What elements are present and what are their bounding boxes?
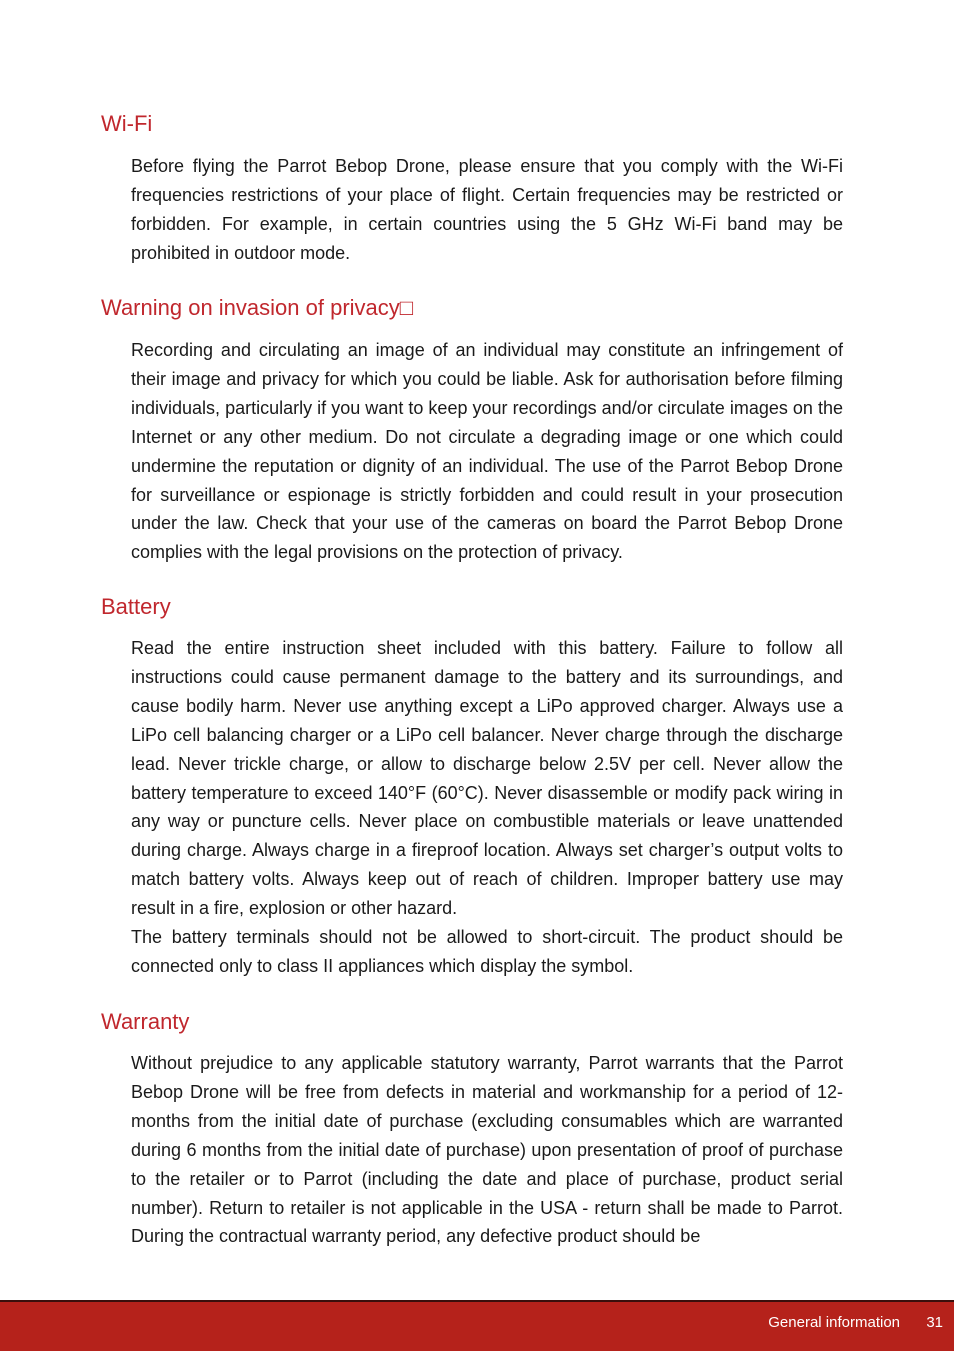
privacy-paragraph: Recording and circulating an image of an individual may constitute an infringement of their image and privacy for which you could be liable. Ask for authorisation before filming individuals, particularly if you want to keep your recordings and/or circulate images on the Internet or any other medium. Do not circulate a degrading image or one which could undermine the reputation or dignity of an individual. The use of the Parrot Bebop Drone for surveillance or espionage is strictly forbidden and could result in your prosecution under the law. Check that your use of the cameras on board the Parrot Bebop Drone complies with the legal provisions on the protection of privacy. xyxy=(131,340,843,563)
section-title-warranty: Warranty xyxy=(101,1009,190,1034)
section-title-battery: Battery xyxy=(101,594,171,619)
battery-paragraph-1: Read the entire instruction sheet included with this battery. Failure to follow all instructions could cause permanent damage to the battery and its surroundings, and cause bodily harm. Never use anything except a LiPo approved charger. Always use a LiPo cell balancing charger or a LiPo cell balancer. Never charge through the discharge lead. Never trickle charge, or allow to discharge below 2.5V per cell. Never allow the battery temperature to exceed 140°F (60°C). Never disassemble or modify pack wiring in any way or puncture cells. Never place on combustible materials or leave unattended during charge. Always charge in a fireproof location. Always set charger’s output volts to match battery volts. Always keep out of reach of children. Improper battery use may result in a fire, explosion or other hazard. xyxy=(131,638,843,919)
page-footer xyxy=(0,1300,954,1351)
battery-paragraph-2: The battery terminals should not be allowed to short-circuit. The product should be connected only to class II appliances which display the symbol. xyxy=(131,927,843,976)
page-number: 31 xyxy=(926,1314,943,1331)
warranty-paragraph: Without prejudice to any applicable statutory warranty, Parrot warrants that the Parrot Bebop Drone will be free from defects in material and workmanship for a period of 12-months from the initial date of purchase (excluding consumables which are warranted during 6 months from the initial date of purchase) upon presentation of proof of purchase to the retailer or to Parrot (including the date and place of purchase, product serial number). Return to retailer is not applicable in the USA - return shall be made to Parrot. During the contractual warranty period, any defective product should be xyxy=(131,1053,843,1247)
section-title-wifi: Wi-Fi xyxy=(101,111,153,136)
wifi-paragraph: Before flying the Parrot Bebop Drone, please ensure that you comply with the Wi-Fi frequencies restrictions of your place of flight. Certain frequencies may be restricted or forbidden. For example, in certain countries using the 5 GHz Wi-Fi band may be prohibited in outdoor mode. xyxy=(131,156,843,263)
footer-section-label: General information xyxy=(768,1314,900,1331)
section-title-privacy: Warning on invasion of privacy□ xyxy=(101,295,414,320)
